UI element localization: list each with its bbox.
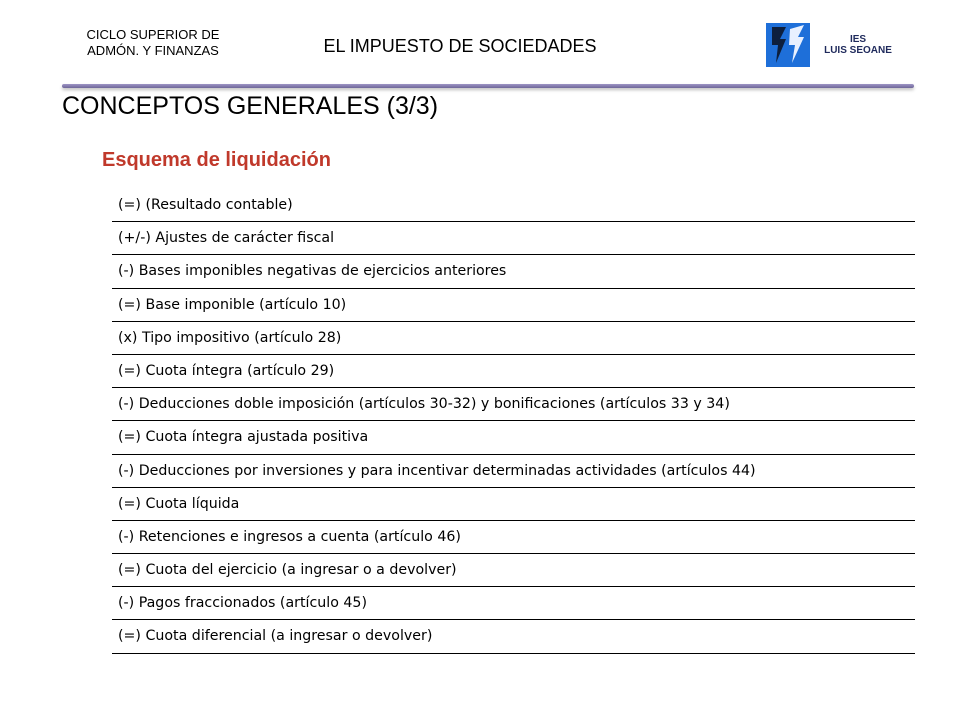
scheme-row: (=) Cuota diferencial (a ingresar o devolver)	[112, 620, 915, 653]
scheme-row: (-) Deducciones por inversiones y para incentivar determinadas actividades (artículos 44)	[112, 455, 915, 488]
school-logo-icon	[766, 23, 810, 67]
scheme-row: (-) Bases imponibles negativas de ejercicios anteriores	[112, 255, 915, 288]
scheme-row: (+/-) Ajustes de carácter fiscal	[112, 222, 915, 255]
scheme-row: (-) Retenciones e ingresos a cuenta (artículo 46)	[112, 521, 915, 554]
topic-header: EL IMPUESTO DE SOCIEDADES	[323, 36, 597, 56]
scheme-row: (=) Cuota del ejercicio (a ingresar o a devolver)	[112, 554, 915, 587]
scheme-row: (=) Base imponible (artículo 10)	[112, 289, 915, 322]
course-label-line1: CICLO SUPERIOR DE	[86, 27, 220, 42]
school-logo-line2: LUIS SEOANE	[824, 45, 892, 56]
scheme-row: (=) (Resultado contable)	[112, 189, 915, 222]
school-logo	[766, 23, 906, 69]
scheme-row: (=) Cuota íntegra (artículo 29)	[112, 355, 915, 388]
slide-title: CONCEPTOS GENERALES (3/3)	[62, 92, 439, 120]
course-label-line2: ADMÓN. Y FINANZAS	[87, 43, 219, 58]
school-logo-line1: IES	[849, 34, 867, 45]
liquidation-scheme	[112, 189, 915, 654]
scheme-row: (x) Tipo impositivo (artículo 28)	[112, 322, 915, 355]
scheme-row: (=) Cuota líquida	[112, 488, 915, 521]
header-divider	[62, 84, 914, 88]
course-label	[58, 27, 248, 59]
scheme-row: (=) Cuota íntegra ajustada positiva	[112, 421, 915, 454]
school-logo-text	[812, 34, 904, 56]
scheme-row: (-) Deducciones doble imposición (artículos 30-32) y bonificaciones (artículos 33 y 34)	[112, 388, 915, 421]
scheme-row: (-) Pagos fraccionados (artículo 45)	[112, 587, 915, 620]
section-title: Esquema de liquidación	[102, 149, 331, 171]
